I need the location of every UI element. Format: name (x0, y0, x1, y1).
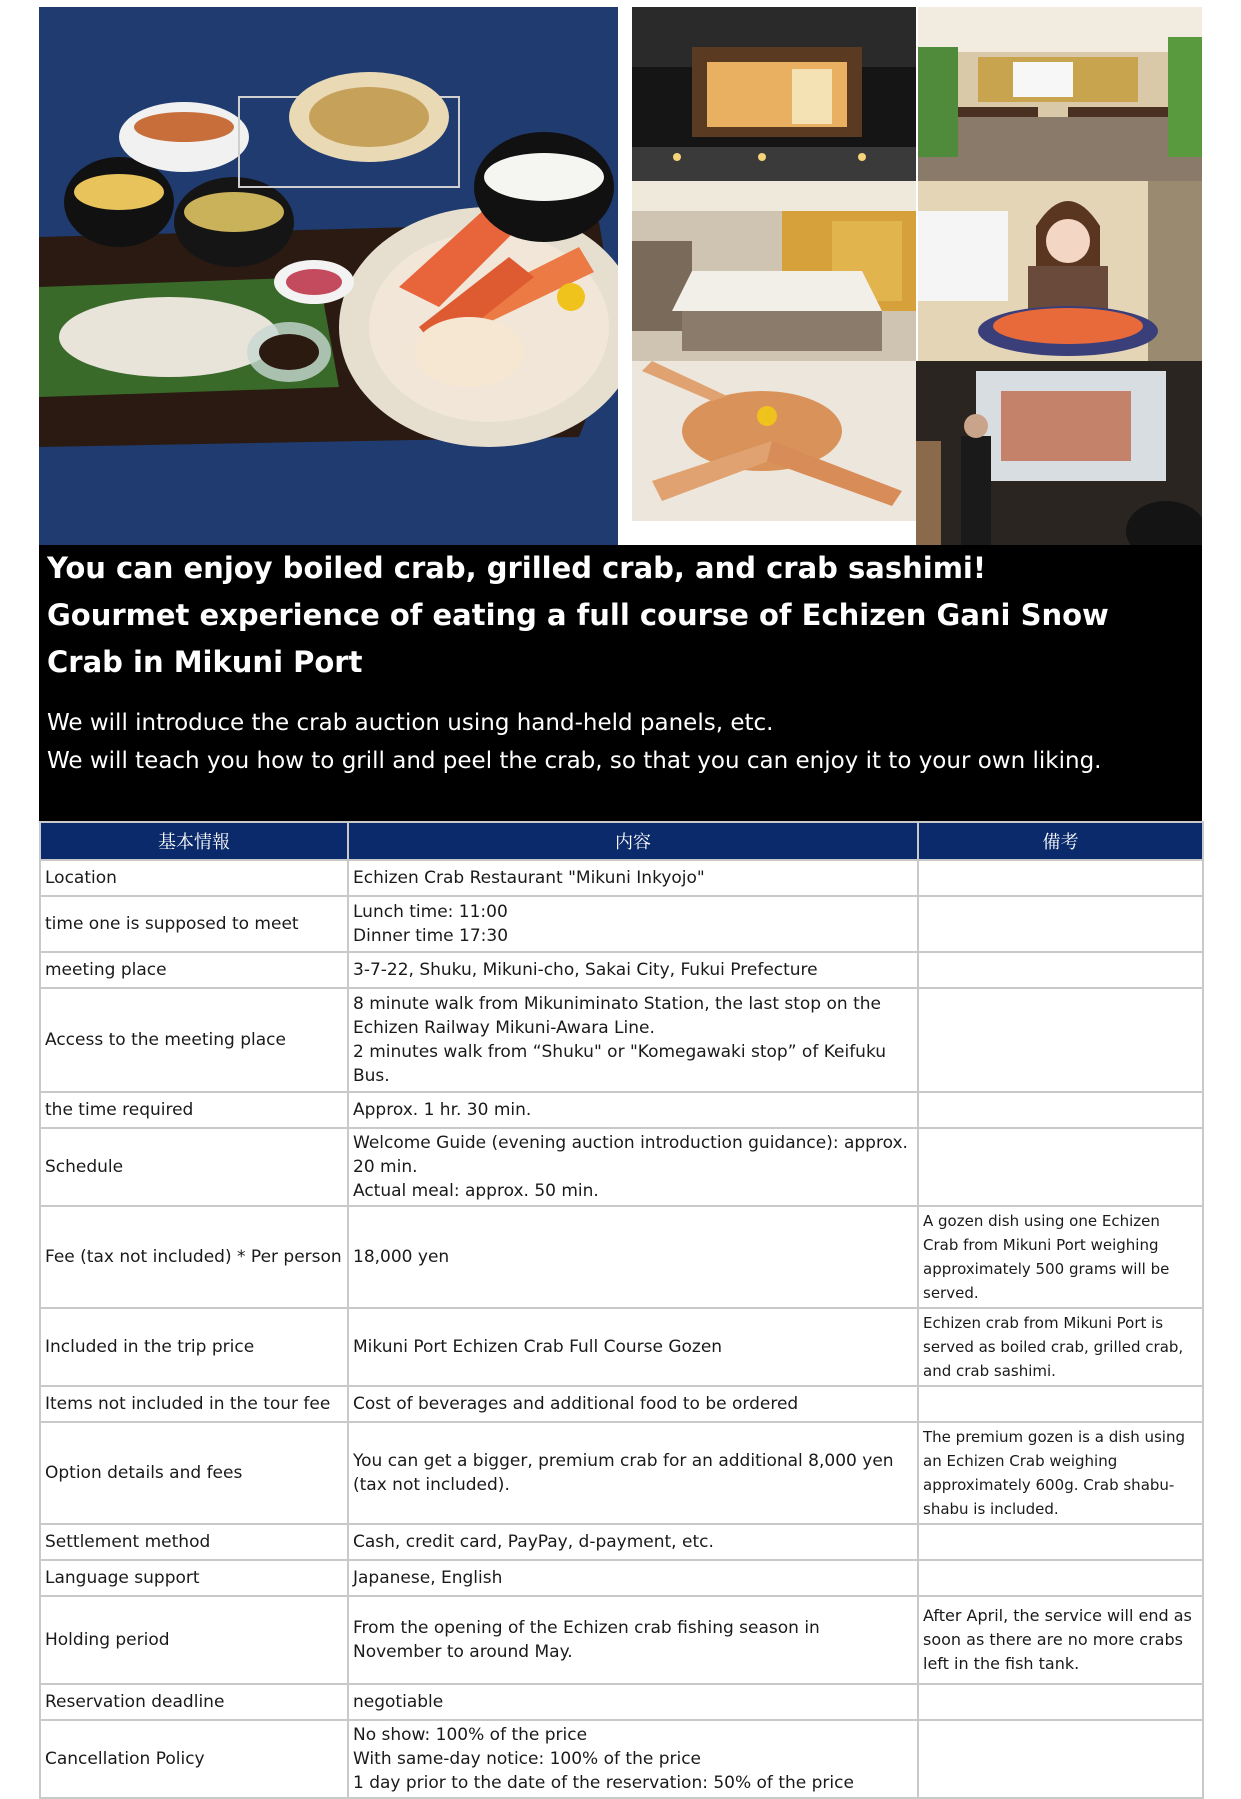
row-content-line: With same-day notice: 100% of the price (353, 1749, 702, 1769)
row-content (348, 896, 918, 952)
headline-line-1: You can enjoy boiled crab, grilled crab, and crab sashimi! (47, 551, 987, 585)
row-remarks (918, 860, 1203, 896)
header-remarks: 備考 (918, 822, 1203, 860)
table-row (40, 952, 1203, 988)
row-content-line: Japanese, English (353, 1568, 503, 1588)
row-content-line: 2 minutes walk from “Shuku" or "Komegawaki stop” of Keifuku Bus. (353, 1042, 887, 1086)
row-content-line: Echizen Crab Restaurant "Mikuni Inkyojo" (353, 868, 705, 888)
row-remarks (918, 1422, 1203, 1524)
row-remarks (918, 1206, 1203, 1308)
row-content-line: You can get a bigger, premium crab for an additional 8,000 yen (tax not included). (353, 1451, 894, 1495)
row-content (348, 1386, 918, 1422)
table-row (40, 1560, 1203, 1596)
row-content (348, 1524, 918, 1560)
row-content-line: Cash, credit card, PayPay, d-payment, etc. (353, 1532, 714, 1552)
header-basic-info: 基本情報 (40, 822, 348, 860)
row-content-line: Welcome Guide (evening auction introduction guidance): approx. 20 min. (353, 1133, 908, 1177)
row-remarks (918, 1308, 1203, 1386)
table-row (40, 1128, 1203, 1206)
row-content-line: Mikuni Port Echizen Crab Full Course Gozen (353, 1337, 723, 1357)
row-remarks (918, 1524, 1203, 1560)
row-content (348, 1092, 918, 1128)
row-content-line: No show: 100% of the price (353, 1725, 588, 1745)
photo-crab-course-meal (39, 7, 618, 545)
row-remarks (918, 1092, 1203, 1128)
tour-info-table (39, 821, 1204, 1799)
header-content: 内容 (348, 822, 918, 860)
photo-dining-room (918, 7, 1202, 181)
row-content-line: Cost of beverages and additional food to be ordered (353, 1394, 799, 1414)
row-content-line: Dinner time 17:30 (353, 926, 509, 946)
table-row (40, 1524, 1203, 1560)
table-row (40, 1206, 1203, 1308)
row-content (348, 860, 918, 896)
row-label: meeting place (40, 952, 348, 988)
headline-line-2: Gourmet experience of eating a full course of Echizen Gani Snow Crab in Mikuni Port (47, 598, 1109, 679)
table-row (40, 1720, 1203, 1798)
row-content-line: 8 minute walk from Mikuniminato Station, the last stop on the Echizen Railway Mikuni-Awara Line. (353, 994, 881, 1038)
table-row (40, 896, 1203, 952)
row-content-line: Approx. 1 hr. 30 min. (353, 1100, 532, 1120)
row-content (348, 1308, 918, 1386)
row-content (348, 952, 918, 988)
row-content (348, 1596, 918, 1684)
row-label: Schedule (40, 1128, 348, 1206)
row-label: Location (40, 860, 348, 896)
table-row (40, 1596, 1203, 1684)
row-label: Access to the meeting place (40, 988, 348, 1092)
row-label: Fee (tax not included) * Per person (40, 1206, 348, 1308)
row-remarks (918, 896, 1203, 952)
table-row (40, 1092, 1203, 1128)
row-remarks (918, 1386, 1203, 1422)
row-remarks-text: A gozen dish using one Echizen Crab from Mikuni Port weighing approximately 500 grams will be served. (923, 1212, 1170, 1302)
table-header-row (40, 822, 1203, 860)
row-remarks (918, 988, 1203, 1092)
table-row (40, 1684, 1203, 1720)
row-remarks (918, 952, 1203, 988)
row-label: Settlement method (40, 1524, 348, 1560)
intro-text (47, 704, 1194, 780)
row-content (348, 1128, 918, 1206)
photo-crab-on-display (632, 361, 916, 545)
row-content (348, 1206, 918, 1308)
intro-line-1: We will introduce the crab auction using hand-held panels, etc. (47, 710, 774, 736)
headline-title (47, 545, 1194, 686)
row-remarks (918, 1128, 1203, 1206)
photo-collage (39, 7, 1202, 545)
intro-line-2: We will teach you how to grill and peel the crab, so that you can enjoy it to your own liking. (47, 748, 1102, 774)
row-content (348, 988, 918, 1092)
row-label: Option details and fees (40, 1422, 348, 1524)
row-remarks-text: After April, the service will end as soon as there are no more crabs left in the fish tank. (923, 1606, 1192, 1673)
table-row (40, 988, 1203, 1092)
row-remarks (918, 1596, 1203, 1684)
row-label: Items not included in the tour fee (40, 1386, 348, 1422)
row-remarks (918, 1560, 1203, 1596)
row-remarks (918, 1720, 1203, 1798)
row-content-line: 1 day prior to the date of the reservation: 50% of the price (353, 1773, 854, 1793)
row-label: Cancellation Policy (40, 1720, 348, 1798)
photo-guide-with-crab (918, 181, 1202, 361)
photo-auction-presentation (916, 361, 1202, 545)
table-row (40, 1386, 1203, 1422)
row-remarks-text: Echizen crab from Mikuni Port is served as boiled crab, grilled crab, and crab sashimi. (923, 1314, 1184, 1380)
row-content (348, 1684, 918, 1720)
table-row (40, 1422, 1203, 1524)
row-label: time one is supposed to meet (40, 896, 348, 952)
row-content-line: From the opening of the Echizen crab fishing season in November to around May. (353, 1618, 820, 1662)
row-content (348, 1720, 918, 1798)
row-content-line: negotiable (353, 1692, 444, 1712)
row-label: Included in the trip price (40, 1308, 348, 1386)
row-content-line: Actual meal: approx. 50 min. (353, 1181, 599, 1201)
row-label: Language support (40, 1560, 348, 1596)
row-remarks-text: The premium gozen is a dish using an Echizen Crab weighing approximately 600g. Crab shabu-shabu is included. (923, 1428, 1186, 1518)
row-label: the time required (40, 1092, 348, 1128)
row-content (348, 1422, 918, 1524)
row-content (348, 1560, 918, 1596)
headline-banner (39, 545, 1202, 821)
photo-counter-seating (632, 181, 916, 361)
table-row (40, 1308, 1203, 1386)
row-remarks (918, 1684, 1203, 1720)
row-label: Reservation deadline (40, 1684, 348, 1720)
row-content-line: Lunch time: 11:00 (353, 902, 508, 922)
row-label: Holding period (40, 1596, 348, 1684)
table-row (40, 860, 1203, 896)
photo-restaurant-entrance (632, 7, 916, 181)
row-content-line: 18,000 yen (353, 1247, 450, 1267)
row-content-line: 3-7-22, Shuku, Mikuni-cho, Sakai City, Fukui Prefecture (353, 960, 818, 980)
